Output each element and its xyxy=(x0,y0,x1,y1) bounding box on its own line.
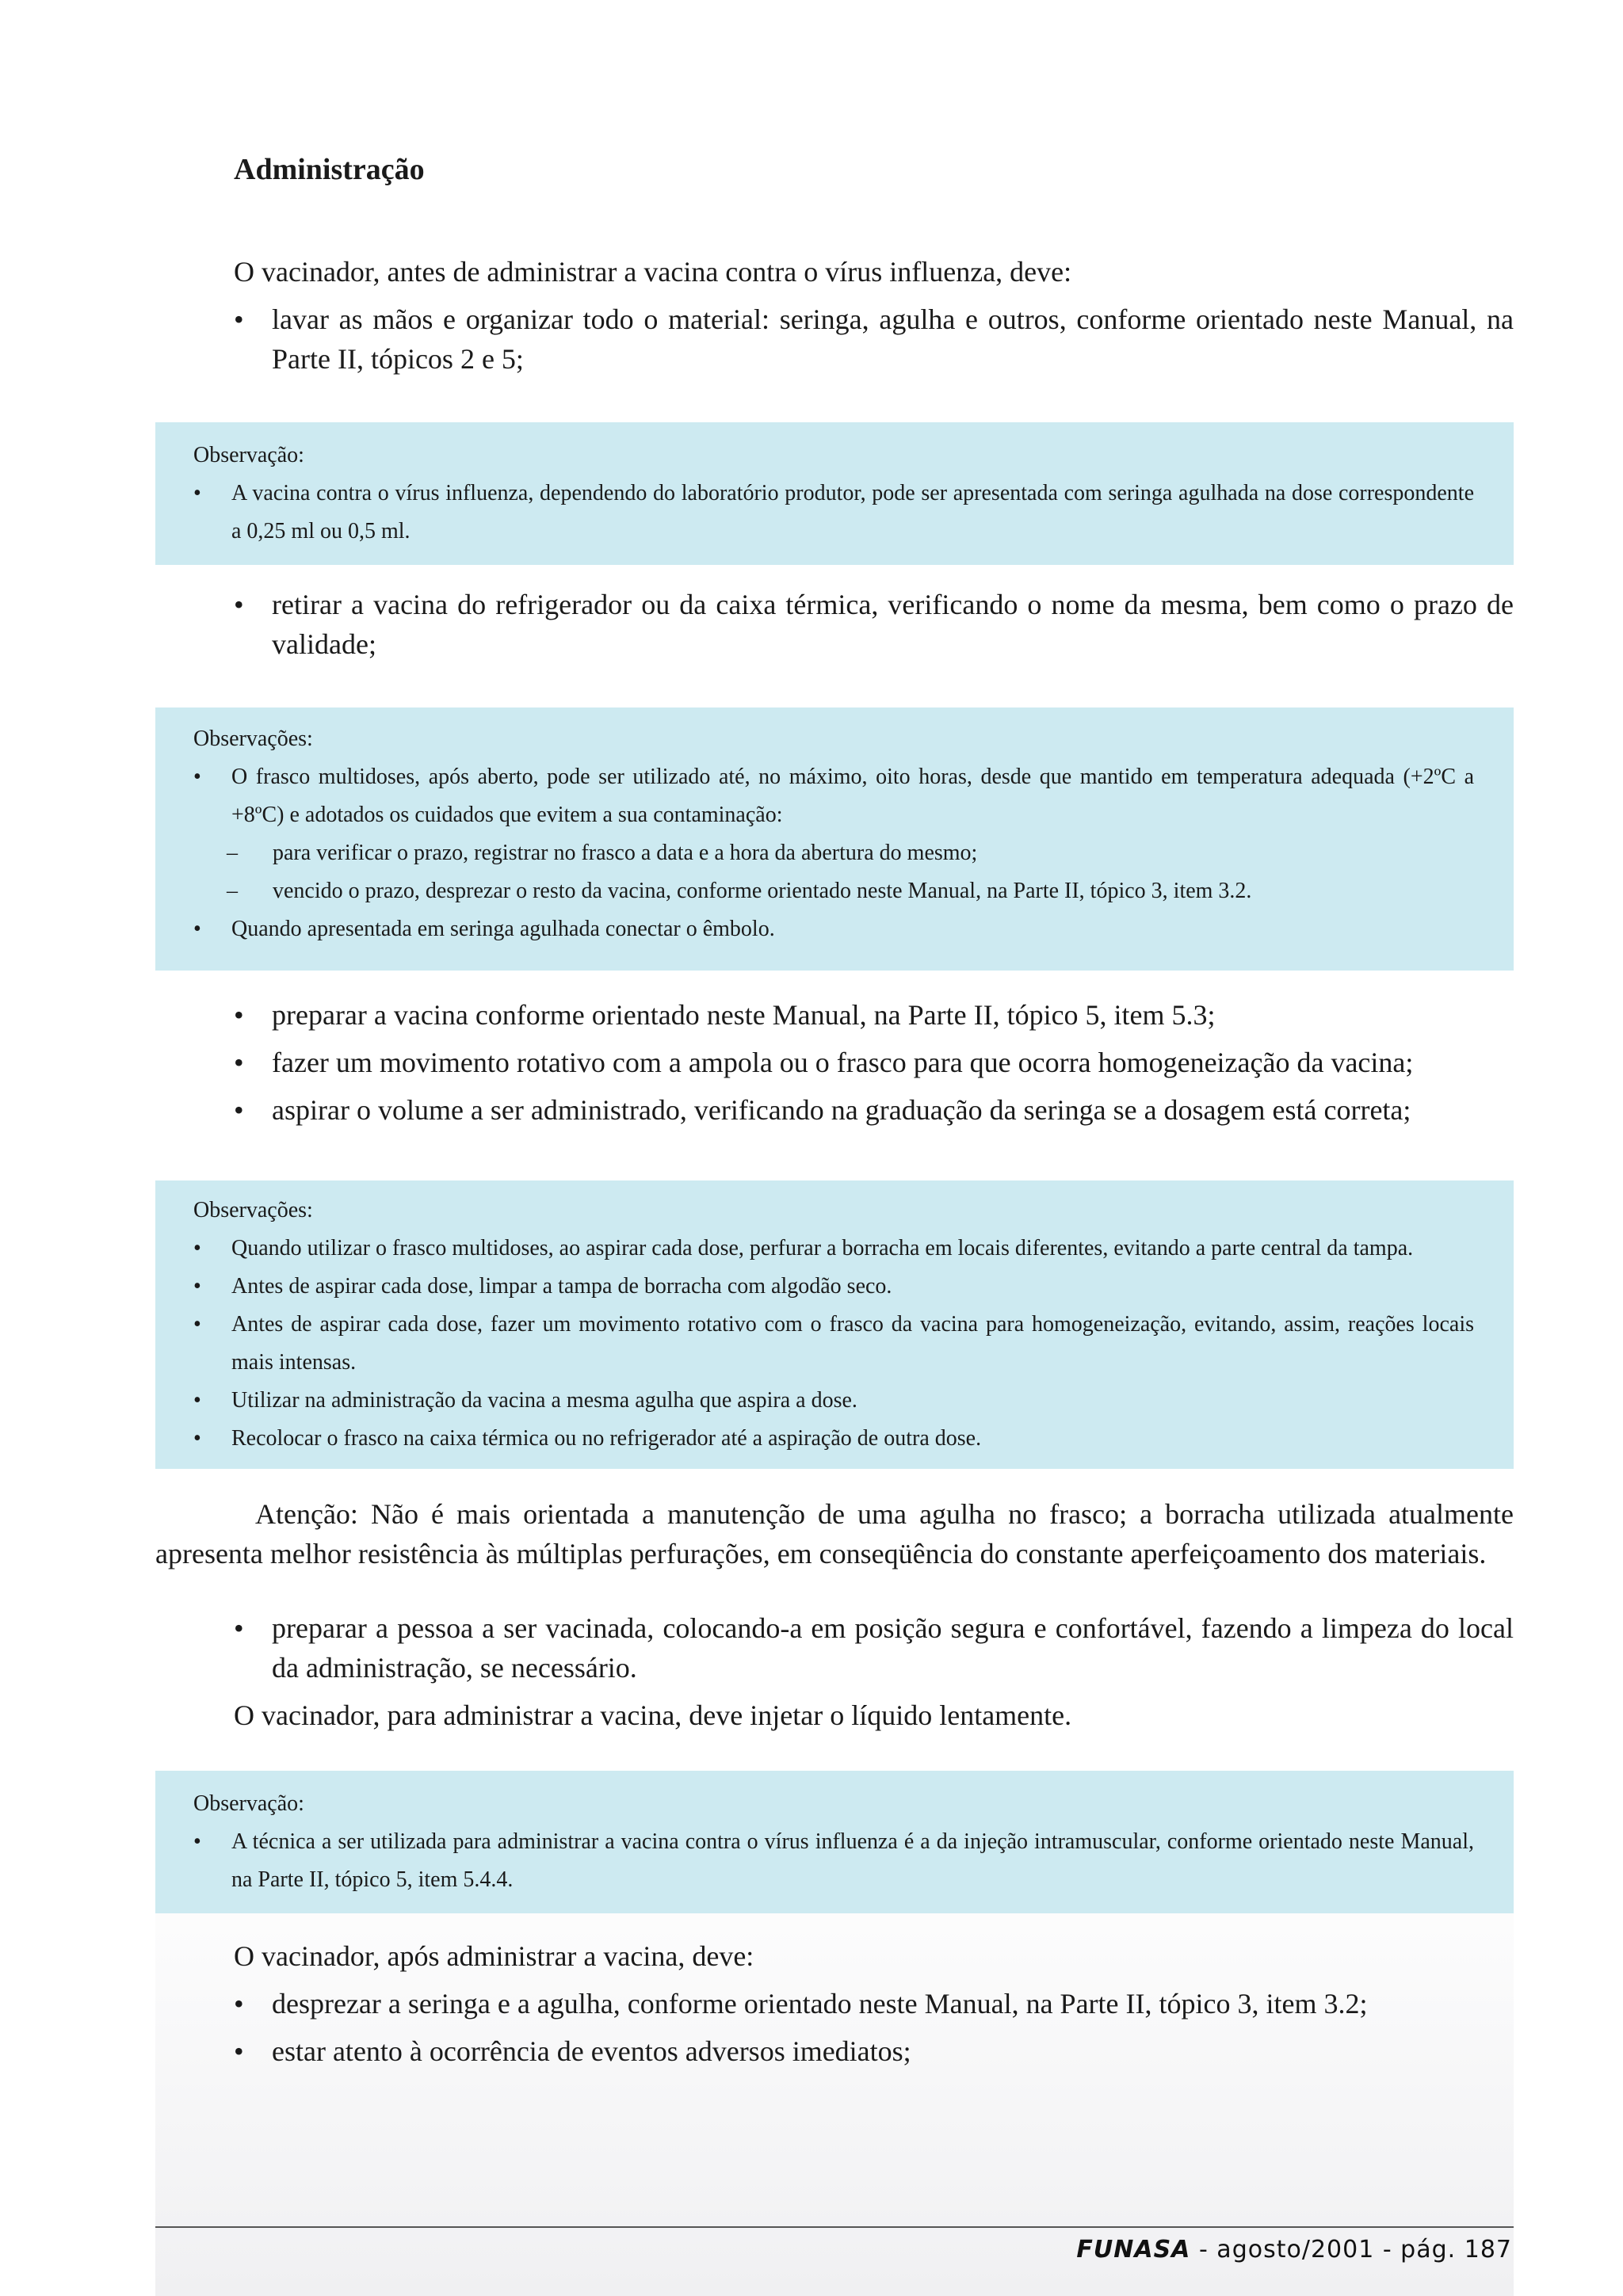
observation-text: Antes de aspirar cada dose, limpar a tampa de borracha com algodão seco. xyxy=(231,1274,892,1299)
footer-divider xyxy=(155,2226,1514,2228)
bullet-text: estar atento à ocorrência de eventos adversos imediatos; xyxy=(272,2035,911,2067)
observation-item xyxy=(193,1268,1474,1306)
observation-box xyxy=(155,422,1514,565)
bullet-item xyxy=(234,1984,1514,2023)
observation-text: Antes de aspirar cada dose, fazer um movimento rotativo com o frasco da vacina para homogeneização, evitando, assim, reações locais mais intensas. xyxy=(231,1312,1474,1375)
dash-glyph: – xyxy=(227,879,238,903)
page-footer xyxy=(1076,2236,1512,2264)
bullet-glyph: • xyxy=(234,1094,244,1126)
dash-glyph: – xyxy=(227,841,238,865)
observation-item xyxy=(193,1823,1474,1899)
observation-item xyxy=(193,1382,1474,1420)
observation-title: Observações: xyxy=(193,727,313,751)
footer-date-page: - agosto/2001 - pág. 187 xyxy=(1190,2236,1512,2264)
observation-item xyxy=(193,1230,1474,1268)
bullet-item xyxy=(234,1043,1514,1082)
intro-paragraph: O vacinador, antes de administrar a vacina contra o vírus influenza, deve: xyxy=(234,256,1072,288)
bullet-item xyxy=(234,585,1514,664)
section-heading: Administração xyxy=(234,153,425,186)
observation-text: A vacina contra o vírus influenza, dependendo do laboratório produtor, pode ser apresentada com seringa agulhada na dose correspondente a 0,25 ml ou 0,5 ml. xyxy=(231,481,1474,543)
observation-title: Observações: xyxy=(193,1198,313,1222)
observation-text: Recolocar o frasco na caixa térmica ou no refrigerador até a aspiração de outra dose. xyxy=(231,1426,982,1451)
bullet-glyph: • xyxy=(193,1388,201,1413)
bullet-glyph: • xyxy=(234,1612,244,1644)
observation-text: O frasco multidoses, após aberto, pode ser utilizado até, no máximo, oito horas, desde que mantido em temperatura adequada (+2ºC a +8ºC) e adotados os cuidados que evitem a sua contaminação: xyxy=(231,765,1474,827)
bullet-glyph: • xyxy=(193,1829,201,1854)
observation-item xyxy=(193,910,1474,948)
bullet-glyph: • xyxy=(234,1047,244,1078)
observation-subtext: vencido o prazo, desprezar o resto da vacina, conforme orientado neste Manual, na Parte II, tópico 3, item 3.2. xyxy=(273,879,1252,903)
observation-text: Utilizar na administração da vacina a mesma agulha que aspira a dose. xyxy=(231,1388,857,1413)
bullet-text: retirar a vacina do refrigerador ou da caixa térmica, verificando o nome da mesma, bem como o prazo de validade; xyxy=(272,589,1514,660)
observation-text: Quando utilizar o frasco multidoses, ao aspirar cada dose, perfurar a borracha em locais diferentes, evitando a parte central da tampa. xyxy=(231,1236,1414,1261)
attention-paragraph: Atenção: Não é mais orientada a manutenção de uma agulha no frasco; a borracha utilizada atualmente apresenta melhor resistência às múltiplas perfurações, em conseqüência do constante aperfeiçoamento dos materiais. xyxy=(155,1498,1514,1569)
bullet-item xyxy=(234,2031,1514,2071)
bullet-glyph: • xyxy=(234,999,244,1031)
observation-box xyxy=(155,1771,1514,1913)
bullet-text: desprezar a seringa e a agulha, conforme orientado neste Manual, na Parte II, tópico 3, item 3.2; xyxy=(272,1988,1368,2019)
observation-subitem xyxy=(193,872,1474,910)
observation-subtext: para verificar o prazo, registrar no frasco a data e a hora da abertura do mesmo; xyxy=(273,841,978,865)
bullet-glyph: • xyxy=(234,303,244,335)
bullet-text: lavar as mãos e organizar todo o material: seringa, agulha e outros, conforme orientado neste Manual, na Parte II, tópicos 2 e 5; xyxy=(272,303,1514,375)
bullet-glyph: • xyxy=(193,481,201,505)
observation-item xyxy=(193,1420,1474,1458)
observation-text: Quando apresentada em seringa agulhada conectar o êmbolo. xyxy=(231,917,775,941)
observation-title: Observação: xyxy=(193,443,304,467)
injection-paragraph: O vacinador, para administrar a vacina, deve injetar o líquido lentamente. xyxy=(234,1699,1072,1731)
bullet-item xyxy=(234,1090,1514,1130)
observation-item xyxy=(193,1306,1474,1382)
bullet-glyph: • xyxy=(234,2035,244,2067)
bullet-glyph: • xyxy=(193,1426,201,1451)
observation-subitem xyxy=(193,834,1474,872)
bullet-item xyxy=(234,995,1514,1035)
observation-box xyxy=(155,1180,1514,1469)
bullet-text: fazer um movimento rotativo com a ampola ou o frasco para que ocorra homogeneização da vacina; xyxy=(272,1047,1414,1078)
bullet-text: preparar a pessoa a ser vacinada, colocando-a em posição segura e confortável, fazendo a limpeza do local da administração, se necessário. xyxy=(272,1612,1514,1684)
bullet-glyph: • xyxy=(193,917,201,941)
bullet-glyph: • xyxy=(234,589,244,620)
bullet-text: preparar a vacina conforme orientado neste Manual, na Parte II, tópico 5, item 5.3; xyxy=(272,999,1216,1031)
bullet-glyph: • xyxy=(193,765,201,789)
bullet-item xyxy=(234,1608,1514,1688)
after-paragraph: O vacinador, após administrar a vacina, deve: xyxy=(234,1940,754,1972)
bullet-glyph: • xyxy=(234,1988,244,2019)
bullet-text: aspirar o volume a ser administrado, verificando na graduação da seringa se a dosagem está correta; xyxy=(272,1094,1411,1126)
observation-item xyxy=(193,758,1474,834)
bullet-glyph: • xyxy=(193,1236,201,1261)
observation-item xyxy=(193,475,1474,551)
bullet-glyph: • xyxy=(193,1312,201,1337)
bullet-item xyxy=(234,299,1514,379)
bullet-glyph: • xyxy=(193,1274,201,1299)
observation-box xyxy=(155,707,1514,971)
observation-text: A técnica a ser utilizada para administrar a vacina contra o vírus influenza é a da injeção intramuscular, conforme orientado neste Manual, na Parte II, tópico 5, item 5.4.4. xyxy=(231,1829,1474,1892)
footer-brand: FUNASA xyxy=(1076,2236,1191,2264)
observation-title: Observação: xyxy=(193,1791,304,1816)
